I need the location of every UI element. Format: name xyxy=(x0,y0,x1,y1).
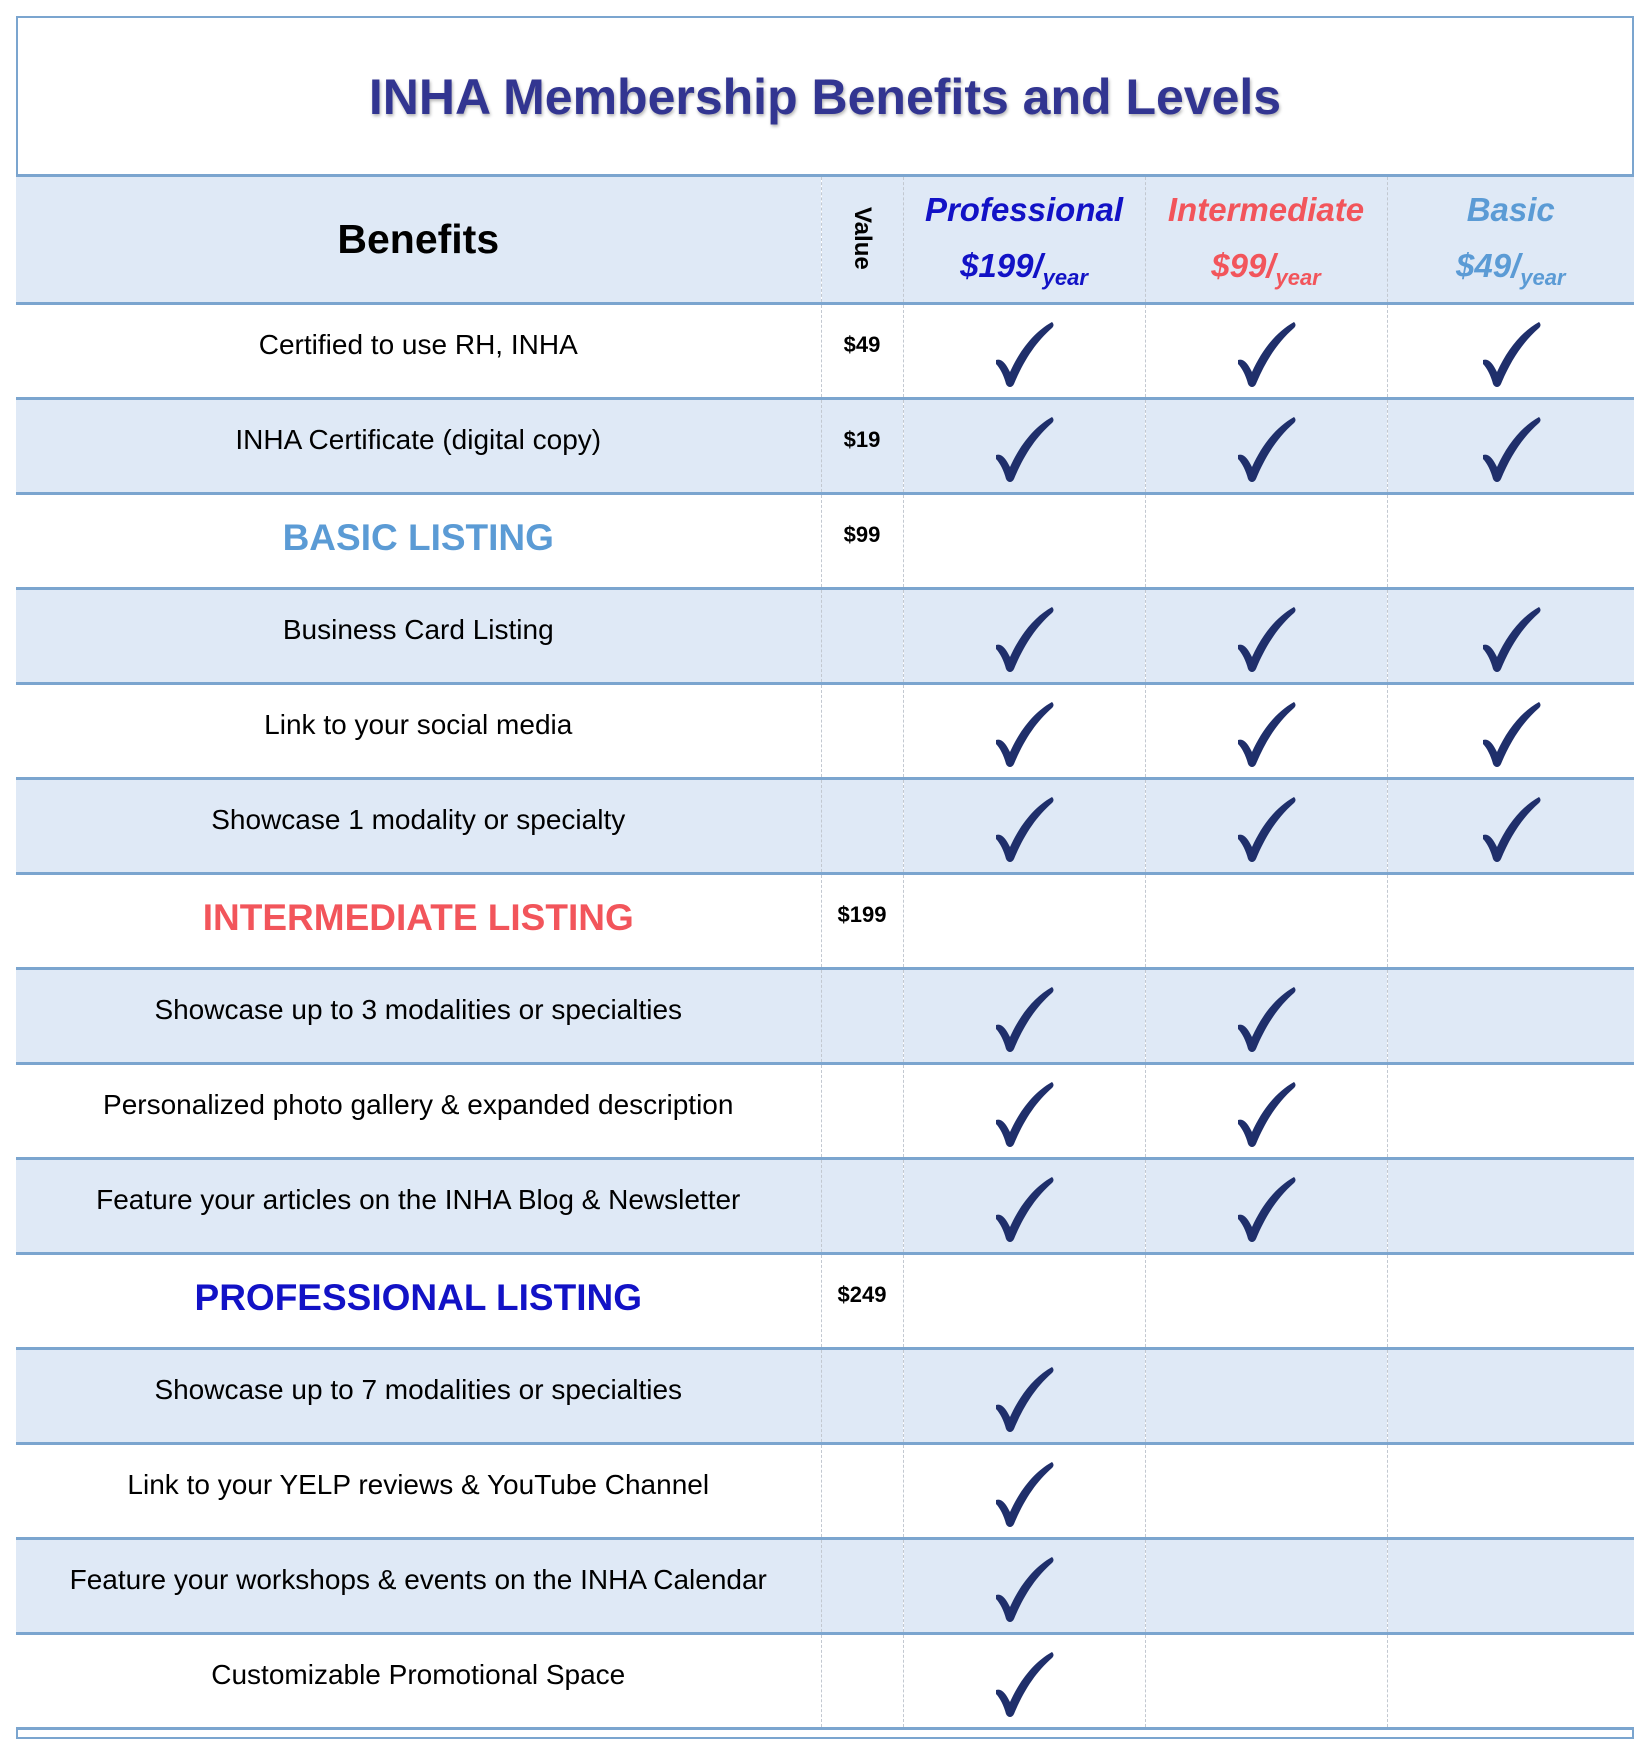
benefit-label: INHA Certificate (digital copy) xyxy=(16,399,821,494)
check-cell-basic xyxy=(1387,1349,1634,1444)
benefit-row xyxy=(16,684,1634,779)
check-icon xyxy=(992,1080,1056,1148)
check-cell-basic xyxy=(1387,494,1634,589)
check-icon xyxy=(1479,795,1543,863)
tier-price xyxy=(904,247,1145,290)
benefit-value xyxy=(821,1539,903,1634)
check-cell-basic xyxy=(1387,779,1634,874)
check-icon xyxy=(1234,1080,1298,1148)
benefit-row xyxy=(16,779,1634,874)
check-cell-basic xyxy=(1387,1064,1634,1159)
check-icon xyxy=(1479,605,1543,673)
value-header-label: Value xyxy=(849,207,876,270)
section-label: INTERMEDIATE LISTING xyxy=(16,874,821,969)
benefit-value: $199 xyxy=(821,874,903,969)
tier-header-professional xyxy=(903,176,1145,304)
benefit-value: $19 xyxy=(821,399,903,494)
check-cell-basic xyxy=(1387,1254,1634,1349)
check-cell-intermediate xyxy=(1145,1254,1387,1349)
benefit-value xyxy=(821,1634,903,1729)
header-row xyxy=(16,176,1634,304)
check-cell-intermediate xyxy=(1145,1159,1387,1254)
tier-price-period: year xyxy=(1042,265,1088,290)
check-cell-intermediate xyxy=(1145,399,1387,494)
section-label: BASIC LISTING xyxy=(16,494,821,589)
benefit-row xyxy=(16,304,1634,399)
check-cell-basic xyxy=(1387,684,1634,779)
check-cell-professional xyxy=(903,684,1145,779)
check-icon xyxy=(1234,985,1298,1053)
benefit-value xyxy=(821,1159,903,1254)
benefit-row xyxy=(16,1539,1634,1634)
check-icon xyxy=(1479,700,1543,768)
page-title: INHA Membership Benefits and Levels xyxy=(368,69,1282,125)
section-row xyxy=(16,1254,1634,1349)
check-cell-professional xyxy=(903,1349,1145,1444)
check-cell-professional xyxy=(903,874,1145,969)
check-cell-professional xyxy=(903,1159,1145,1254)
check-cell-professional xyxy=(903,304,1145,399)
check-cell-basic xyxy=(1387,1634,1634,1729)
tier-price-amount: $99/ xyxy=(1211,247,1276,284)
check-icon xyxy=(992,1650,1056,1718)
tier-name: Basic xyxy=(1466,191,1555,228)
check-cell-professional xyxy=(903,779,1145,874)
section-label: PROFESSIONAL LISTING xyxy=(16,1254,821,1349)
check-icon xyxy=(1479,415,1543,483)
benefit-row xyxy=(16,1444,1634,1539)
tier-price-period: year xyxy=(1520,265,1566,290)
check-cell-basic xyxy=(1387,874,1634,969)
benefit-value xyxy=(821,969,903,1064)
check-icon xyxy=(992,1460,1056,1528)
benefits-header xyxy=(16,176,821,304)
benefit-value xyxy=(821,684,903,779)
check-cell-professional xyxy=(903,1634,1145,1729)
benefit-label: Link to your social media xyxy=(16,684,821,779)
check-cell-professional xyxy=(903,1539,1145,1634)
check-icon xyxy=(1234,1175,1298,1243)
check-icon xyxy=(992,605,1056,673)
benefit-value xyxy=(821,1444,903,1539)
check-cell-intermediate xyxy=(1145,1349,1387,1444)
check-icon xyxy=(992,795,1056,863)
benefit-row xyxy=(16,1159,1634,1254)
check-icon xyxy=(992,1555,1056,1623)
benefit-row xyxy=(16,1634,1634,1729)
benefit-label: Showcase 1 modality or specialty xyxy=(16,779,821,874)
benefit-label: Feature your articles on the INHA Blog & Newsletter xyxy=(16,1159,821,1254)
check-icon xyxy=(1234,795,1298,863)
benefit-row xyxy=(16,1064,1634,1159)
check-cell-basic xyxy=(1387,399,1634,494)
check-cell-basic xyxy=(1387,589,1634,684)
benefit-row xyxy=(16,589,1634,684)
tier-name: Intermediate xyxy=(1167,191,1365,228)
tier-price-amount: $49/ xyxy=(1455,247,1521,284)
check-cell-professional xyxy=(903,1254,1145,1349)
benefit-label: Feature your workshops & events on the INHA Calendar xyxy=(16,1539,821,1634)
benefit-value xyxy=(821,589,903,684)
value-header xyxy=(821,176,903,304)
check-cell-intermediate xyxy=(1145,874,1387,969)
check-icon xyxy=(1234,320,1298,388)
benefit-label: Showcase up to 3 modalities or specialties xyxy=(16,969,821,1064)
benefit-label: Customizable Promotional Space xyxy=(16,1634,821,1729)
check-icon xyxy=(1479,320,1543,388)
check-cell-professional xyxy=(903,399,1145,494)
check-icon xyxy=(992,320,1056,388)
check-icon xyxy=(1234,415,1298,483)
check-icon xyxy=(992,1175,1056,1243)
benefit-value xyxy=(821,779,903,874)
check-icon xyxy=(992,700,1056,768)
check-cell-professional xyxy=(903,494,1145,589)
check-icon xyxy=(1234,700,1298,768)
check-icon xyxy=(992,1365,1056,1433)
check-cell-basic xyxy=(1387,1539,1634,1634)
check-icon xyxy=(1234,605,1298,673)
tier-price-period: year xyxy=(1275,265,1321,290)
benefit-row xyxy=(16,1349,1634,1444)
section-row xyxy=(16,494,1634,589)
tier-header-intermediate xyxy=(1145,176,1387,304)
benefit-value: $99 xyxy=(821,494,903,589)
benefit-label: Showcase up to 7 modalities or specialties xyxy=(16,1349,821,1444)
benefits-header-label: Benefits xyxy=(337,216,500,262)
check-cell-intermediate xyxy=(1145,494,1387,589)
benefit-row xyxy=(16,969,1634,1064)
benefit-label: Business Card Listing xyxy=(16,589,821,684)
membership-sheet xyxy=(16,16,1634,1739)
benefit-value: $249 xyxy=(821,1254,903,1349)
check-cell-intermediate xyxy=(1145,779,1387,874)
benefit-label: Link to your YELP reviews & YouTube Channel xyxy=(16,1444,821,1539)
check-cell-intermediate xyxy=(1145,684,1387,779)
tier-name: Professional xyxy=(924,191,1124,228)
check-cell-professional xyxy=(903,589,1145,684)
benefit-value xyxy=(821,1349,903,1444)
check-cell-professional xyxy=(903,1444,1145,1539)
check-cell-basic xyxy=(1387,1444,1634,1539)
check-cell-intermediate xyxy=(1145,304,1387,399)
check-cell-intermediate xyxy=(1145,1444,1387,1539)
check-cell-intermediate xyxy=(1145,1634,1387,1729)
check-icon xyxy=(992,985,1056,1053)
benefit-label: Personalized photo gallery & expanded description xyxy=(16,1064,821,1159)
tier-price xyxy=(1388,247,1635,290)
tier-header-basic xyxy=(1387,176,1634,304)
check-cell-intermediate xyxy=(1145,1064,1387,1159)
tier-price xyxy=(1146,247,1387,290)
check-cell-professional xyxy=(903,969,1145,1064)
check-cell-basic xyxy=(1387,304,1634,399)
check-cell-intermediate xyxy=(1145,969,1387,1064)
check-cell-intermediate xyxy=(1145,589,1387,684)
check-cell-intermediate xyxy=(1145,1539,1387,1634)
benefit-value xyxy=(821,1064,903,1159)
check-icon xyxy=(992,415,1056,483)
check-cell-basic xyxy=(1387,969,1634,1064)
benefit-value: $49 xyxy=(821,304,903,399)
benefit-label: Certified to use RH, INHA xyxy=(16,304,821,399)
section-row xyxy=(16,874,1634,969)
tier-price-amount: $199/ xyxy=(960,247,1043,284)
benefits-table xyxy=(16,174,1634,1730)
check-cell-basic xyxy=(1387,1159,1634,1254)
benefit-row xyxy=(16,399,1634,494)
check-cell-professional xyxy=(903,1064,1145,1159)
